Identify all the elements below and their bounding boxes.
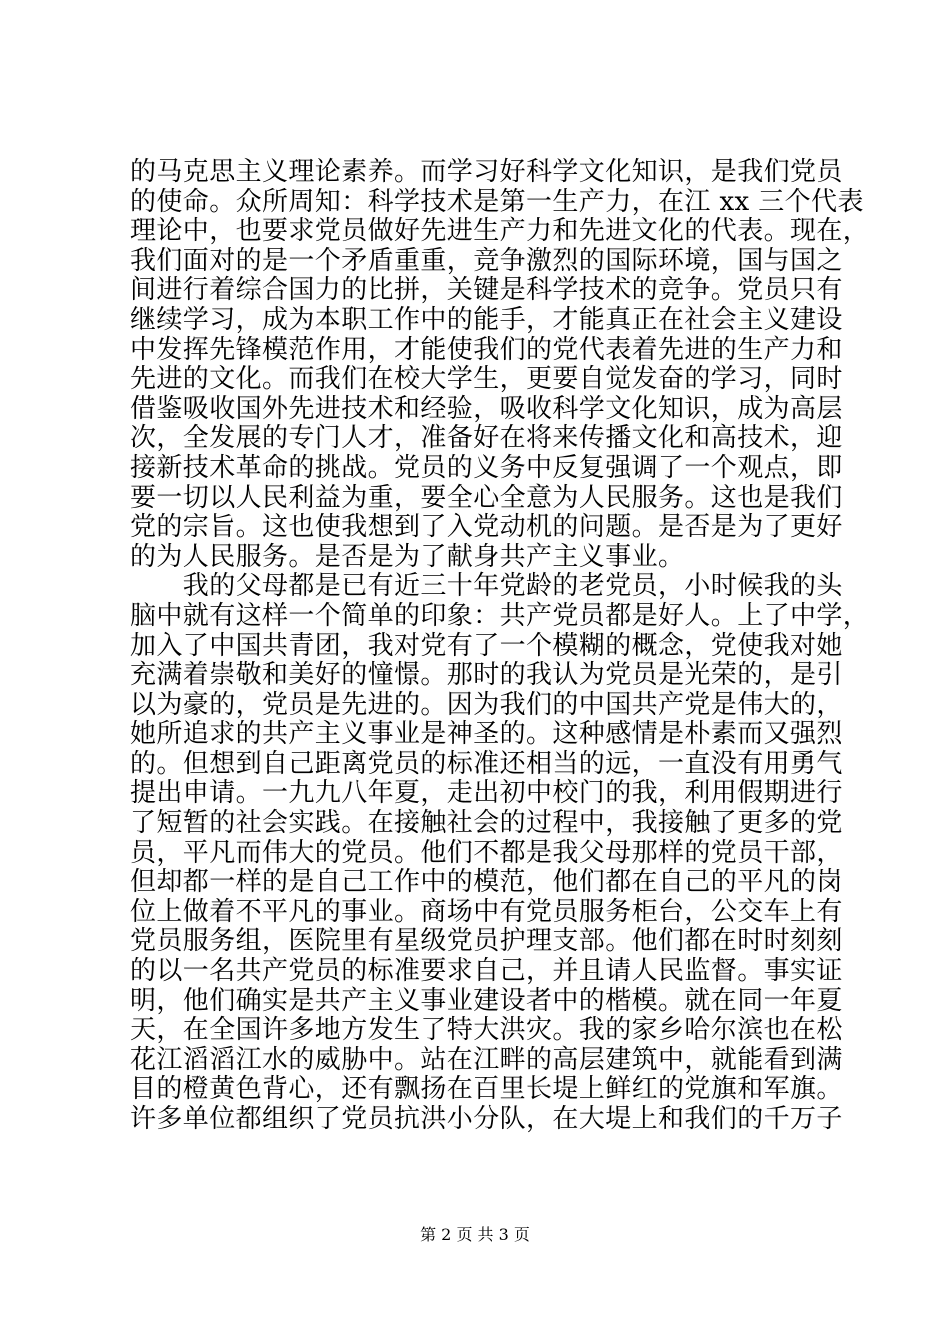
text-line: 加入了中国共青团，我对党有了一个模糊的概念，党使我对她 (130, 630, 843, 661)
text-line: 的使命。众所周知：科学技术是第一生产力，在江 xx 三个代表 (130, 186, 864, 217)
text-line: 充满着崇敬和美好的憧憬。那时的我认为党员是光荣的，是引 (130, 660, 843, 691)
text-line: 以为豪的，党员是先进的。因为我们的中国共产党是伟大的， (130, 689, 843, 720)
text-line: 先进的文化。而我们在校大学生，更要自觉发奋的学习，同时 (130, 364, 843, 395)
text-line: 接新技术革命的挑战。党员的义务中反复强调了一个观点，即 (130, 452, 843, 483)
text-line: 员，平凡而伟大的党员。他们不都是我父母那样的党员干部， (130, 837, 843, 868)
text-line: 借鉴吸收国外先进技术和经验，吸收科学文化知识，成为高层 (130, 393, 843, 424)
text-line: 要一切以人民利益为重，要全心全意为人民服务。这也是我们 (130, 482, 843, 513)
text-line: 许多单位都组织了党员抗洪小分队，在大堤上和我们的千万子 (130, 1104, 843, 1134)
text-line: 的马克思主义理论素养。而学习好科学文化知识，是我们党员 (130, 157, 843, 187)
text-line: 的以一名共产党员的标准要求自己，并且请人民监督。事实证 (130, 956, 843, 987)
text-line: 位上做着不平凡的事业。商场中有党员服务柜台，公交车上有 (130, 896, 843, 927)
text-line: 我们面对的是一个矛盾重重，竞争激烈的国际环境，国与国之 (130, 245, 843, 276)
text-line: 中发挥先锋模范作用，才能使我们的党代表着先进的生产力和 (130, 334, 843, 365)
text-line: 次，全发展的专门人才，准备好在将来传播文化和高技术，迎 (130, 423, 843, 454)
text-line: 的为人民服务。是否是为了献身共产主义事业。 (130, 541, 685, 572)
text-line: 天，在全国许多地方发生了特大洪灾。我的家乡哈尔滨也在松 (130, 1015, 843, 1046)
page-footer: 第 2 页 共 3 页 (420, 1225, 530, 1244)
body-text (130, 157, 870, 1135)
text-line: 提出申请。一九九八年夏，走出初中校门的我，利用假期进行 (130, 778, 843, 809)
text-line: 继续学习，成为本职工作中的能手，才能真正在社会主义建设 (130, 304, 843, 335)
text-line: 党员服务组，医院里有星级党员护理支部。他们都在时时刻刻 (130, 926, 843, 957)
text-line: 了短暂的社会实践。在接触社会的过程中，我接触了更多的党 (130, 808, 843, 839)
text-line: 理论中，也要求党员做好先进生产力和先进文化的代表。现在， (130, 216, 870, 247)
text-line: 目的橙黄色背心，还有飘扬在百里长堤上鲜红的党旗和军旗。 (130, 1074, 843, 1105)
text-line: 她所追求的共产主义事业是神圣的。这种感情是朴素而又强烈 (130, 719, 843, 750)
text-line: 明，他们确实是共产主义事业建设者中的楷模。就在同一年夏 (130, 985, 843, 1016)
text-line: 的。但想到自己距离党员的标准还相当的远，一直没有用勇气 (130, 748, 843, 779)
text-line: 花江滔滔江水的威胁中。站在江畔的高层建筑中，就能看到满 (130, 1044, 843, 1075)
text-line: 党的宗旨。这也使我想到了入党动机的问题。是否是为了更好 (130, 512, 843, 543)
text-line: 间进行着综合国力的比拼，关键是科学技术的竞争。党员只有 (130, 275, 843, 306)
text-line: 脑中就有这样一个简单的印象：共产党员都是好人。上了中学， (130, 600, 870, 631)
text-line: 我的父母都是已有近三十年党龄的老党员，小时候我的头 (130, 571, 843, 602)
text-line: 但却都一样的是自己工作中的模范，他们都在自己的平凡的岗 (130, 867, 843, 898)
